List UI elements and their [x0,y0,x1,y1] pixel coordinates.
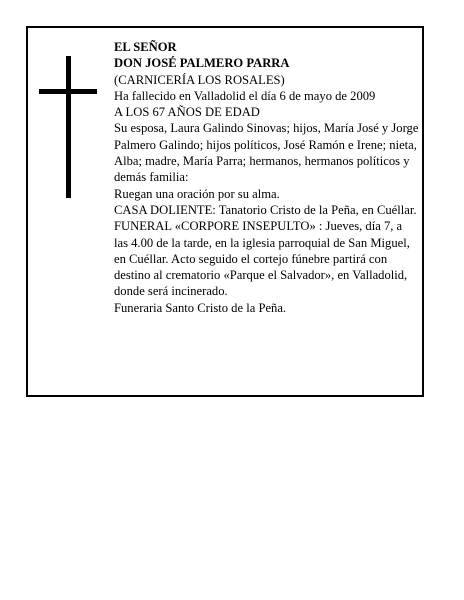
obituary-text [114,39,419,316]
obituary-notice [26,26,424,397]
cross-icon [39,56,97,198]
deceased-business: (CARNICERÍA LOS ROSALES) [114,72,285,87]
cross-horizontal-bar [39,89,97,94]
casa-doliente: CASA DOLIENTE: Tanatorio Cristo de la Peña, en Cuéllar. [114,202,417,217]
family-list: Su esposa, Laura Galindo Sinovas; hijos, María José y Jorge Palmero Galindo; hijos políticos, José Ramón e Irene; nieta, Alba; madre, María Parra; hermanos, hermanos políticos y demás familia: [114,121,419,185]
death-announcement: Ha fallecido en Valladolid el día 6 de mayo de 2009 [114,88,376,103]
deceased-title: EL SEÑOR [114,40,177,54]
deceased-name: DON JOSÉ PALMERO PARRA [114,56,290,71]
funeral-home: Funeraria Santo Cristo de la Peña. [114,300,287,315]
prayer-request: Ruegan una oración por su alma. [114,186,280,201]
funeral-details: FUNERAL «CORPORE INSEPULTO» : Jueves, día 7, a las 4.00 de la tarde, en la iglesia parroquial de San Miguel, en Cuéllar. Acto seguido el cortejo fúnebre partirá con destino al crematorio «Parque el Salvador», en Valladolid, donde será incinerado. [114,219,410,299]
age-at-death: A LOS 67 AÑOS DE EDAD [114,105,260,120]
cross-vertical-bar [66,56,71,198]
